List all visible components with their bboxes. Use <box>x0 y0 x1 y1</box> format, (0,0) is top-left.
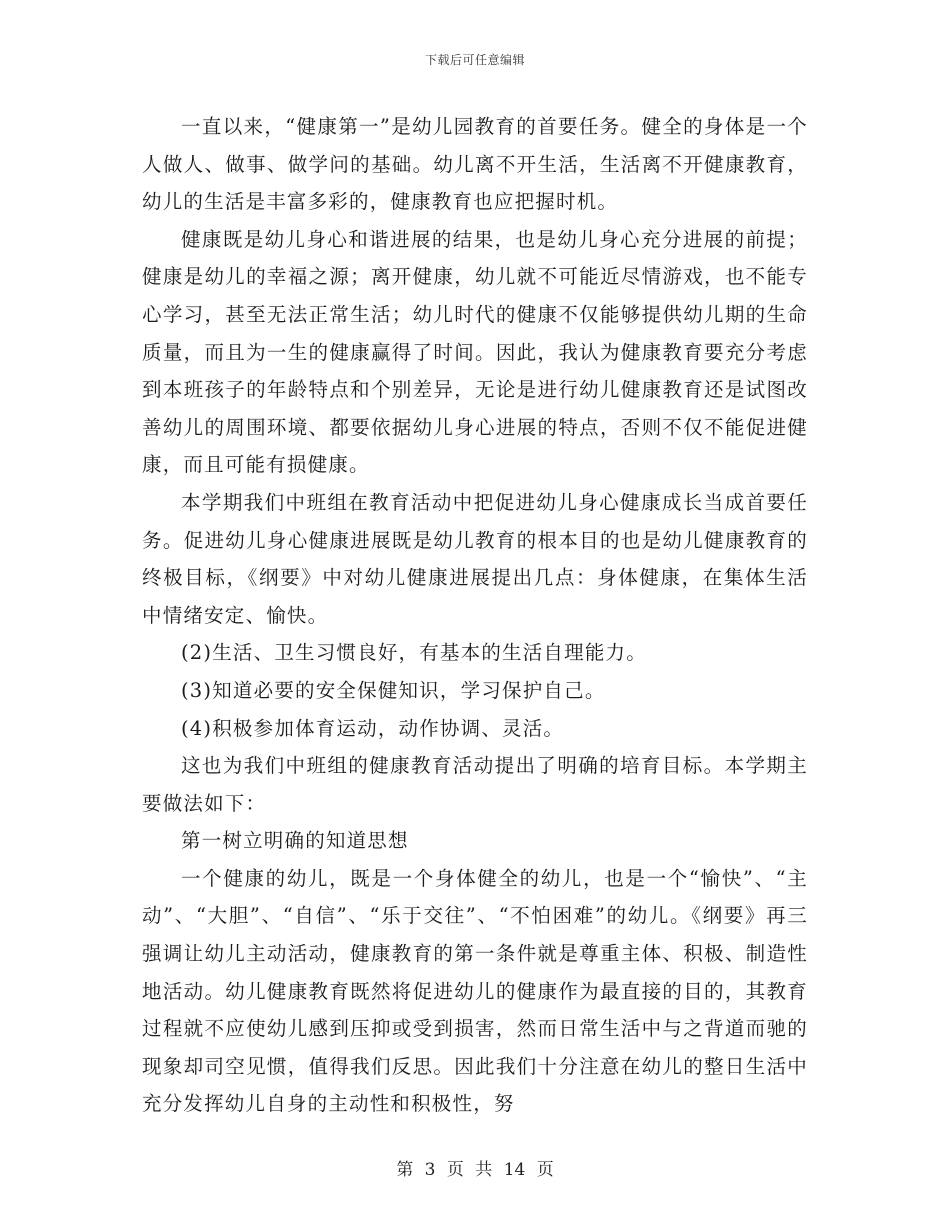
paragraph-4: (2)生活、卫生习惯良好，有基本的生活自理能力。 <box>181 641 647 665</box>
paragraph-2: 健康既是幼儿身心和谐进展的结果，也是幼儿身心充分进展的前提；健康是幼儿的幸福之源；离开健康，幼儿就不可能近尽情游戏，也不能专心学习，甚至无法正常生活；幼儿时代的健康不仅能够提供幼儿期的生命质量，而且为一生的健康赢得了时间。因此，我认为健康教育要充分考虑到本班孩子的年龄特点和个别差异，无论是进行幼儿健康教育还是试图改善幼儿的周围环境、都要依据幼儿身心进展的特点，否则不仅不能促进健康，而且可能有损健康。 <box>142 227 808 477</box>
paragraph-1: 一直以来，“健康第一”是幼儿园教育的首要任务。健全的身体是一个人做人、做事、做学问的基础。幼儿离不开生活，生活离不开健康教育，幼儿的生活是丰富多彩的，健康教育也应把握时机。 <box>142 115 808 214</box>
paragraph-3: 本学期我们中班组在教育活动中把促进幼儿身心健康成长当成首要任务。促进幼儿身心健康进展既是幼儿教育的根本目的也是幼儿健康教育的终极目标，《纲要》中对幼儿健康进展提出几点：身体健康，在集体生活中情绪安定、愉快。 <box>142 490 808 627</box>
document-body <box>142 108 808 1123</box>
paragraph-6: (4)积极参加体育运动，动作协调、灵活。 <box>181 716 565 740</box>
page-header: 下载后可任意编辑 <box>424 53 525 67</box>
page-footer: 第 3 页 共 14 页 <box>396 1160 554 1180</box>
paragraph-7: 这也为我们中班组的健康教育活动提出了明确的培育目标。本学期主要做法如下： <box>142 754 808 815</box>
section-heading: 第一树立明确的知道思想 <box>181 829 409 853</box>
paragraph-5: (3)知道必要的安全保健知识，学习保护自己。 <box>181 678 606 702</box>
paragraph-9: 一个健康的幼儿，既是一个身体健全的幼儿，也是一个“愉快”、“主动”、“大胆”、“自信”、“乐于交往”、“不怕困难”的幼儿。《纲要》再三强调让幼儿主动活动，健康教育的第一条件就是尊重主体、积极、制造性地活动。幼儿健康教育既然将促进幼儿的健康作为最直接的目的，其教育过程就不应使幼儿感到压抑或受到损害，然而日常生活中与之背道而驰的现象却司空见惯，值得我们反思。因此我们十分注意在幼儿的整日生活中充分发挥幼儿自身的主动性和积极性，努 <box>142 866 808 1116</box>
